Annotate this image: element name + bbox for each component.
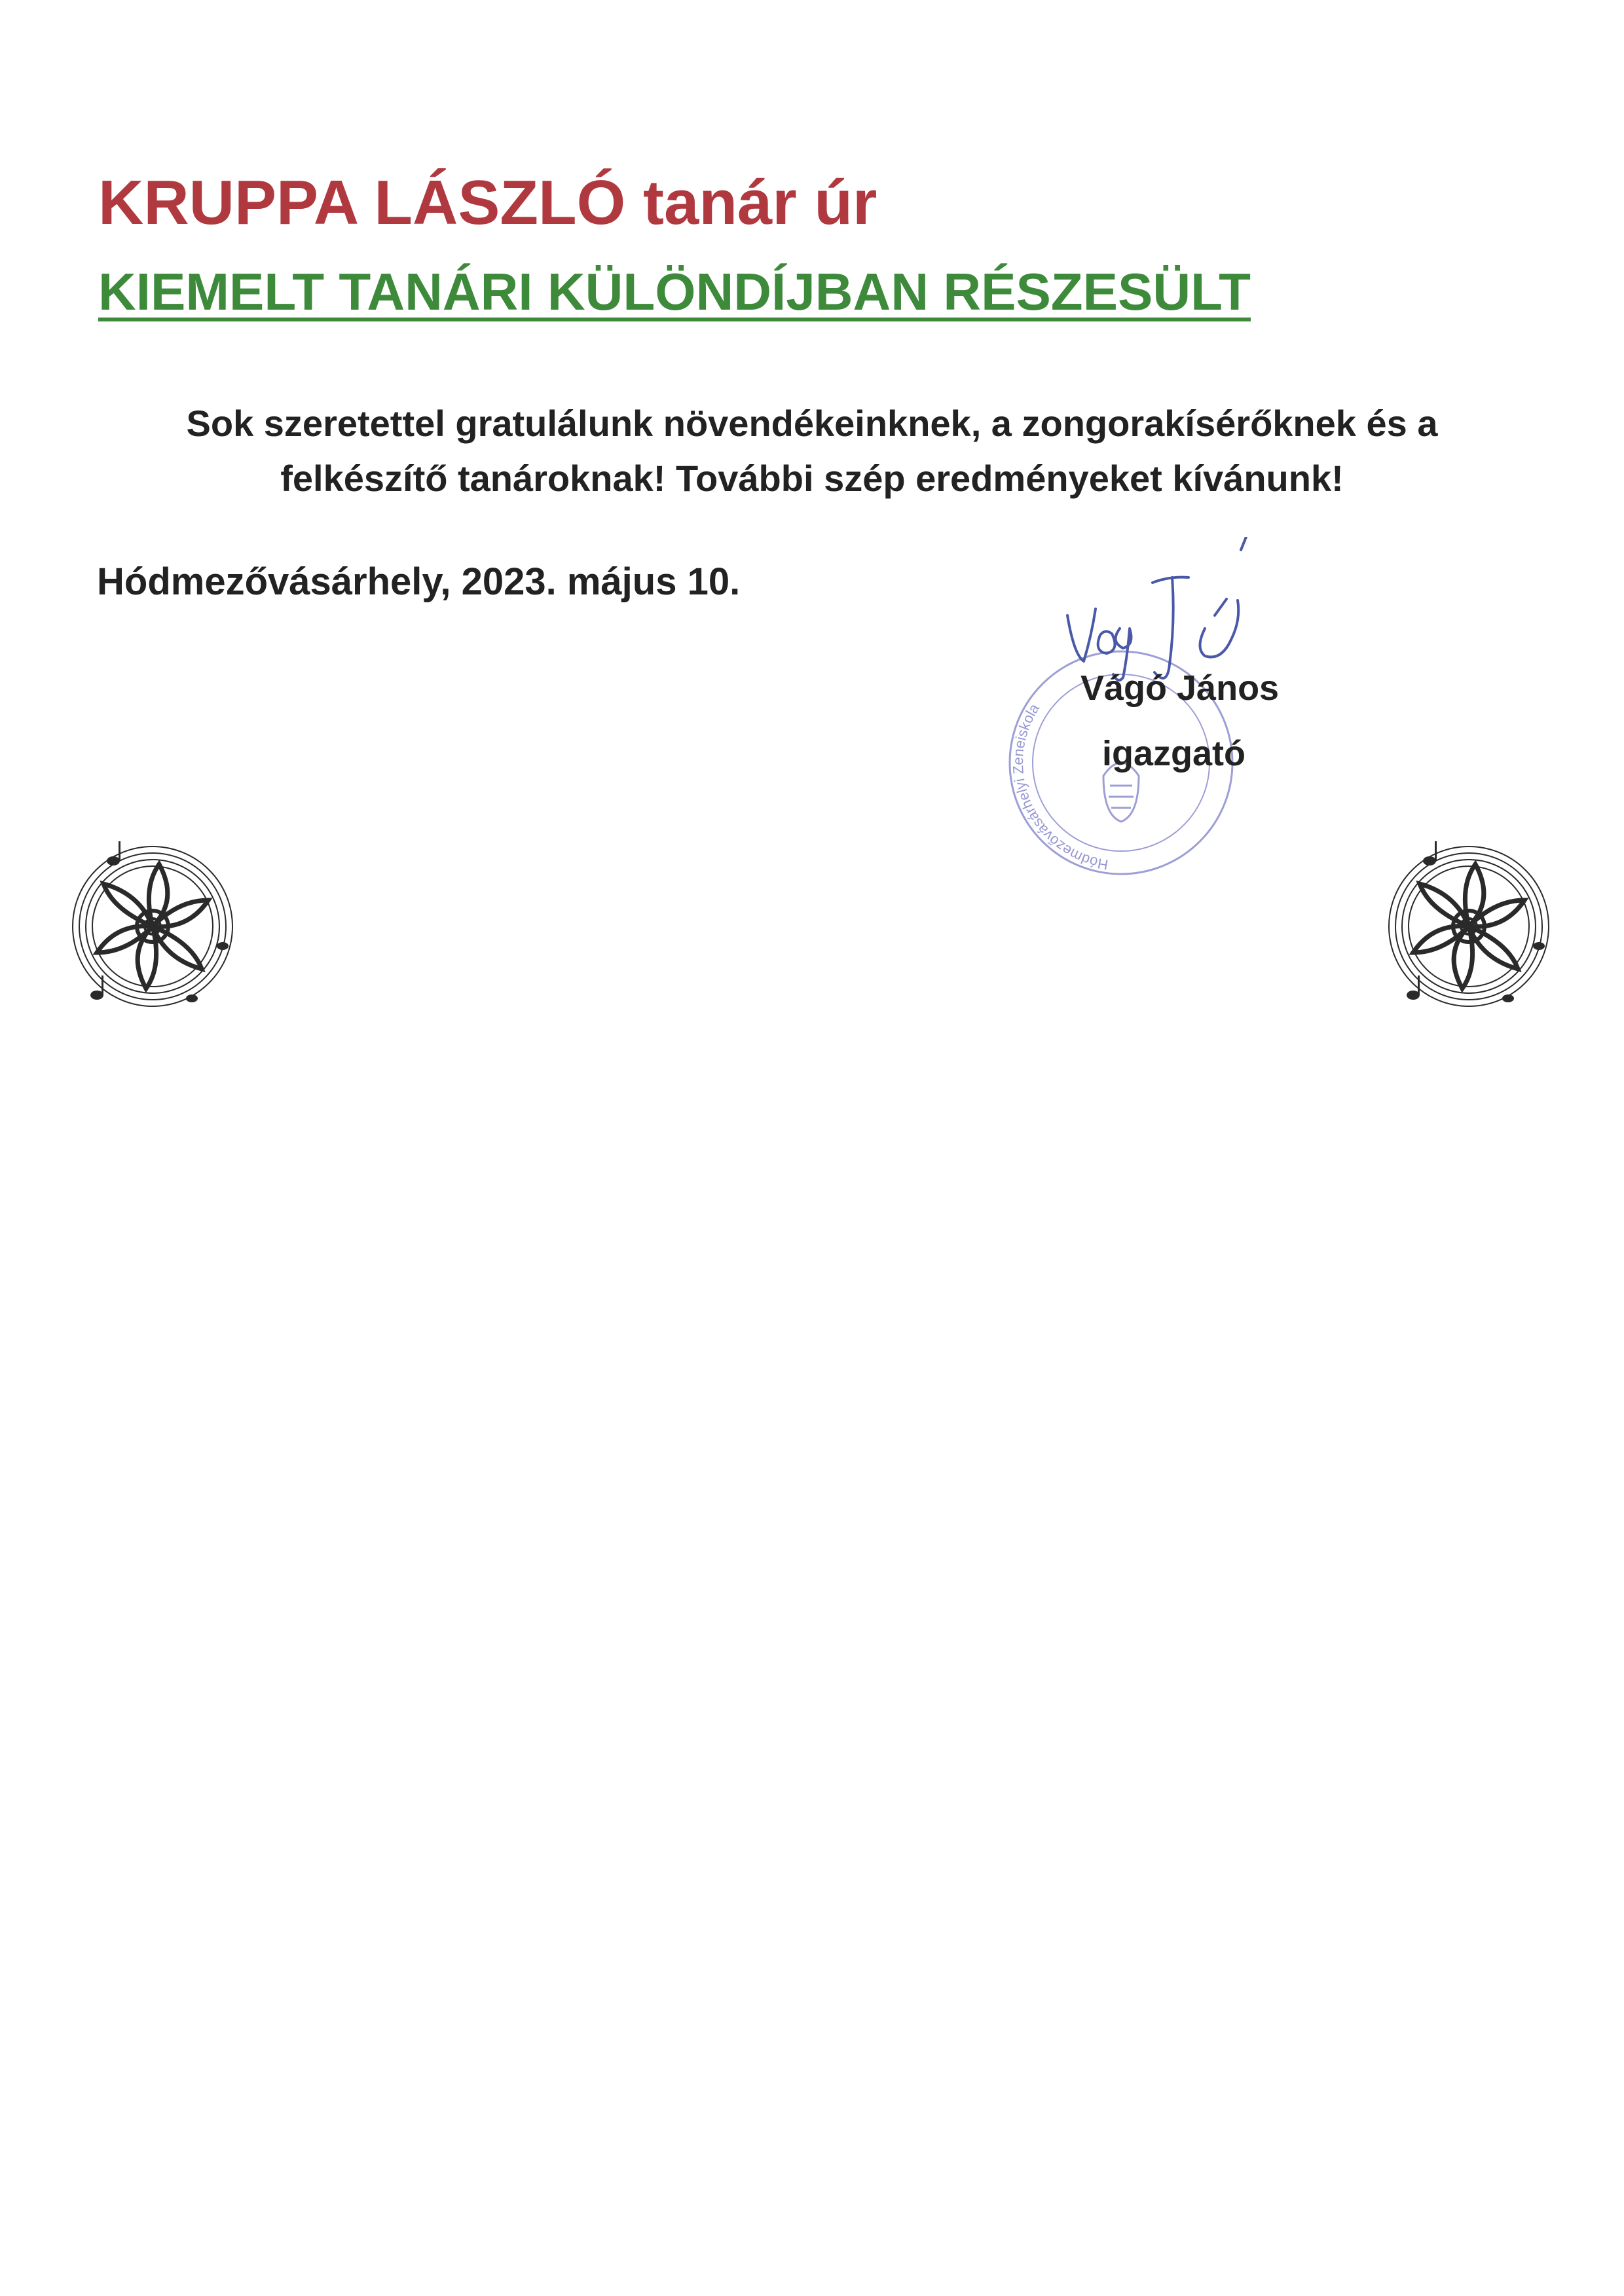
music-rosette-icon: [58, 831, 248, 1021]
signatory-title: igazgató: [1102, 734, 1246, 773]
place-and-date: Hódmezővásárhely, 2023. május 10.: [97, 560, 741, 603]
music-rosette-icon: [1374, 831, 1564, 1021]
stamp-text: Hódmezővásárhelyi Zeneiskola: [1009, 701, 1110, 873]
congratulation-line: felkészítő tanároknak! További szép eredményeket kívánunk!: [280, 458, 1344, 499]
honoree-heading: KRUPPA LÁSZLÓ tanár úr: [98, 168, 877, 238]
congratulation-paragraph: [98, 396, 1526, 506]
signatory-name: Vágó János: [1080, 668, 1280, 708]
congratulation-line: Sok szeretettel gratulálunk növendékeinknek, a zongorakísérőknek és a: [186, 403, 1438, 444]
award-heading: KIEMELT TANÁRI KÜLÖNDÍJBAN RÉSZESÜLT: [98, 263, 1251, 321]
